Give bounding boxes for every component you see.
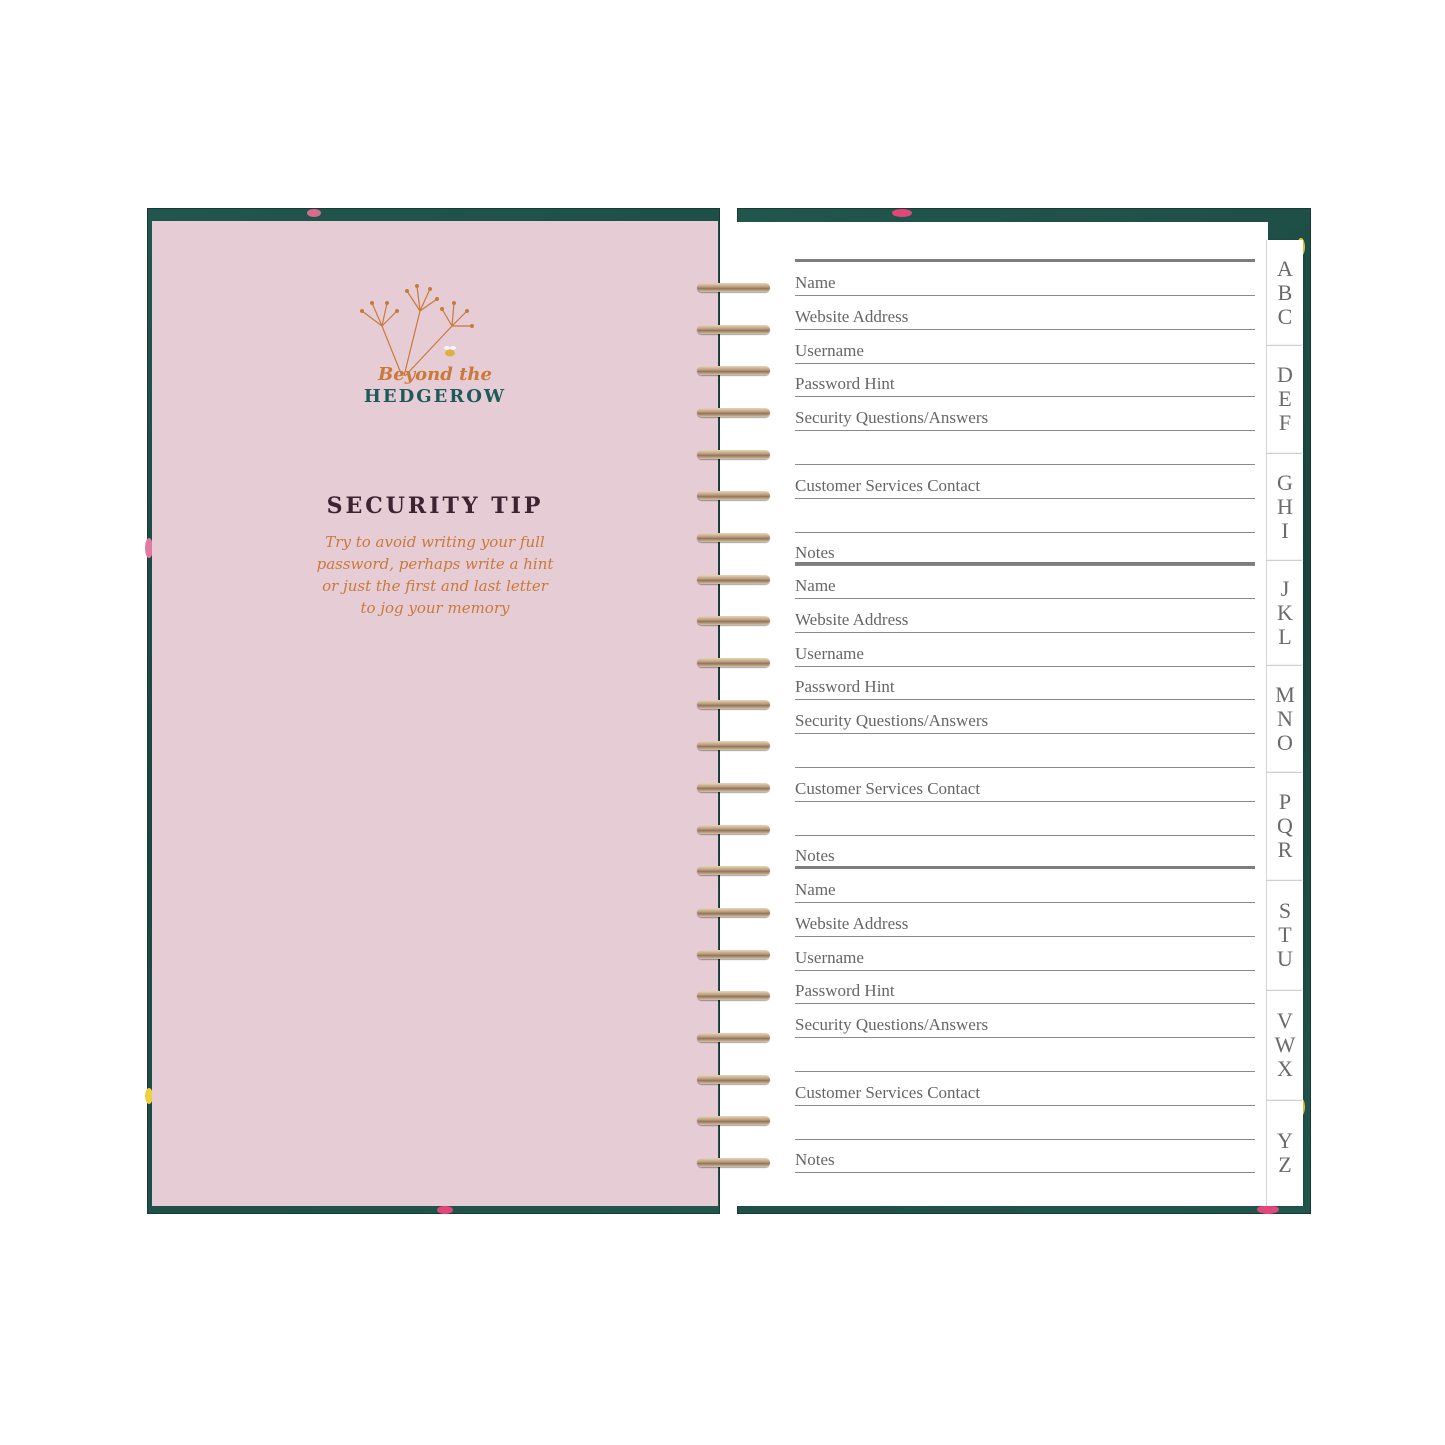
- tab-divider: [1266, 345, 1302, 346]
- entry-field-label: Security Questions/Answers: [795, 1015, 989, 1035]
- entry-row[interactable]: [795, 1139, 1255, 1173]
- spiral-coil: [697, 700, 770, 709]
- entry-row[interactable]: [795, 869, 1255, 903]
- tab-divider: [1266, 772, 1302, 773]
- tab-letter: A: [1277, 255, 1293, 281]
- tab-divider: [1266, 665, 1302, 666]
- spiral-coil: [697, 908, 770, 917]
- spiral-coil: [697, 1158, 770, 1167]
- spiral-coil: [697, 1033, 770, 1042]
- tab-letter: O: [1277, 729, 1293, 755]
- tab-divider: [1266, 453, 1302, 454]
- entry-row[interactable]: [795, 835, 1255, 869]
- tab-letter: X: [1277, 1056, 1293, 1081]
- tab-def[interactable]: [1266, 345, 1303, 453]
- entry-field-label: Customer Services Contact: [795, 1082, 981, 1102]
- entry-row[interactable]: [795, 1038, 1255, 1072]
- tab-divider: [1266, 990, 1302, 991]
- entry-row[interactable]: [795, 599, 1255, 633]
- entry-row[interactable]: [795, 734, 1255, 768]
- entry-field-label: Name: [795, 273, 836, 292]
- tab-stu[interactable]: [1266, 880, 1303, 990]
- tab-letter: T: [1278, 922, 1292, 947]
- tab-letter: B: [1277, 279, 1293, 305]
- tab-letter: Q: [1277, 813, 1293, 838]
- tab-letter: K: [1277, 599, 1293, 625]
- tab-yz[interactable]: [1266, 1100, 1303, 1206]
- tip-line: to jog your memory: [360, 599, 510, 617]
- entry-row[interactable]: [795, 1106, 1255, 1140]
- tip-line: Try to avoid writing your full: [325, 533, 545, 551]
- spiral-coil: [697, 866, 770, 875]
- spiral-coil: [697, 325, 770, 334]
- tab-letter: L: [1278, 623, 1292, 649]
- spiral-coil: [697, 1116, 770, 1125]
- entry-row[interactable]: [795, 565, 1255, 599]
- spiral-coil: [697, 991, 770, 1000]
- entry-row[interactable]: [795, 700, 1255, 734]
- entry-row[interactable]: [795, 330, 1255, 364]
- entry-row[interactable]: [795, 666, 1255, 700]
- tab-pqr[interactable]: [1266, 772, 1303, 880]
- entry-field-label: Name: [795, 880, 836, 899]
- brand-line-1: Beyond the: [378, 364, 492, 385]
- entry-field-label: Customer Services Contact: [795, 475, 981, 495]
- tip-line: or just the first and last letter: [322, 577, 548, 595]
- security-tip-page: [152, 221, 718, 1206]
- tab-letter: P: [1278, 789, 1292, 814]
- entry-row[interactable]: [795, 363, 1255, 397]
- spiral-coil: [697, 408, 770, 417]
- tab-ghi[interactable]: [1266, 453, 1303, 560]
- brand-line-2: HEDGEROW: [363, 386, 507, 407]
- flower-decoration: [437, 1206, 453, 1214]
- flower-decoration: [307, 209, 321, 217]
- entry-row[interactable]: [795, 903, 1255, 937]
- entry-field-label: Password Hint: [795, 374, 895, 394]
- spiral-coil: [697, 575, 770, 584]
- entry-field-label: Security Questions/Answers: [795, 408, 989, 428]
- spiral-coil: [697, 825, 770, 834]
- tab-letter: D: [1277, 362, 1293, 387]
- tab-letter: M: [1275, 681, 1295, 707]
- entry-row[interactable]: [795, 768, 1255, 802]
- tab-divider: [1266, 560, 1302, 561]
- tab-letter: G: [1277, 469, 1293, 495]
- spiral-coil: [697, 616, 770, 625]
- tab-letter: W: [1274, 1032, 1296, 1057]
- entry-row[interactable]: [795, 296, 1255, 330]
- entry-row[interactable]: [795, 937, 1255, 971]
- tab-letter: R: [1277, 837, 1293, 862]
- entry-field-label: Username: [795, 643, 864, 663]
- entry-field-label: Website Address: [795, 609, 909, 629]
- bee-icon: [444, 346, 456, 357]
- entry-row[interactable]: [795, 262, 1255, 296]
- tab-abc[interactable]: [1266, 240, 1303, 345]
- tip-title: SECURITY TIP: [326, 493, 544, 519]
- tab-letter: I: [1281, 517, 1289, 543]
- tab-divider: [1266, 1100, 1302, 1101]
- entry-row[interactable]: [795, 465, 1255, 499]
- entry-field-label: Name: [795, 576, 836, 595]
- tab-mno[interactable]: [1266, 665, 1303, 772]
- tab-vwx[interactable]: [1266, 990, 1303, 1100]
- spiral-coil: [697, 741, 770, 750]
- entry-row[interactable]: [795, 397, 1255, 431]
- spiral-coil: [697, 783, 770, 792]
- entry-field-label: Notes: [795, 846, 835, 866]
- entry-field-label: Notes: [795, 1150, 835, 1170]
- spiral-coil: [697, 1075, 770, 1084]
- tab-divider: [1266, 880, 1302, 881]
- spiral-coil: [697, 950, 770, 959]
- entry-row[interactable]: [795, 1072, 1255, 1106]
- tab-letter: V: [1277, 1008, 1293, 1033]
- tab-letter: N: [1277, 705, 1293, 731]
- entry-field-label: Website Address: [795, 913, 909, 933]
- entry-row[interactable]: [795, 431, 1255, 465]
- password-log-page: [736, 222, 1268, 1206]
- tip-text: [297, 531, 573, 619]
- entry-field-label: Website Address: [795, 306, 909, 326]
- entry-field-label: Customer Services Contact: [795, 778, 981, 798]
- spiral-coil: [697, 491, 770, 500]
- flower-decoration: [1257, 1205, 1279, 1214]
- tab-letter: H: [1277, 493, 1293, 519]
- entry-row[interactable]: [795, 633, 1255, 667]
- tab-letter: F: [1278, 410, 1292, 435]
- entry-field-label: Security Questions/Answers: [795, 711, 989, 731]
- tab-letter: E: [1278, 386, 1292, 411]
- tab-letter: J: [1280, 575, 1290, 601]
- spiral-coil: [697, 658, 770, 667]
- tab-jkl[interactable]: [1266, 560, 1303, 665]
- entry-row[interactable]: [795, 1004, 1255, 1038]
- tab-letter: U: [1277, 946, 1293, 971]
- spiral-coil: [697, 450, 770, 459]
- spiral-coil: [697, 533, 770, 542]
- flower-decoration: [892, 209, 912, 217]
- entry-row[interactable]: [795, 499, 1255, 533]
- entry-field-label: Notes: [795, 543, 835, 563]
- entry-field-label: Username: [795, 340, 864, 360]
- spiral-coil: [697, 366, 770, 375]
- entry-field-label: Password Hint: [795, 981, 895, 1001]
- tab-letter: Z: [1278, 1152, 1292, 1177]
- tab-letter: C: [1277, 303, 1293, 329]
- spiral-coil: [697, 283, 770, 292]
- entry-field-label: Username: [795, 947, 864, 967]
- entry-row[interactable]: [795, 970, 1255, 1004]
- tab-letter: Y: [1277, 1128, 1293, 1153]
- entry-field-label: Password Hint: [795, 677, 895, 697]
- tip-line: password, perhaps write a hint: [316, 555, 554, 573]
- entry-row[interactable]: [795, 802, 1255, 836]
- tab-letter: S: [1278, 898, 1292, 923]
